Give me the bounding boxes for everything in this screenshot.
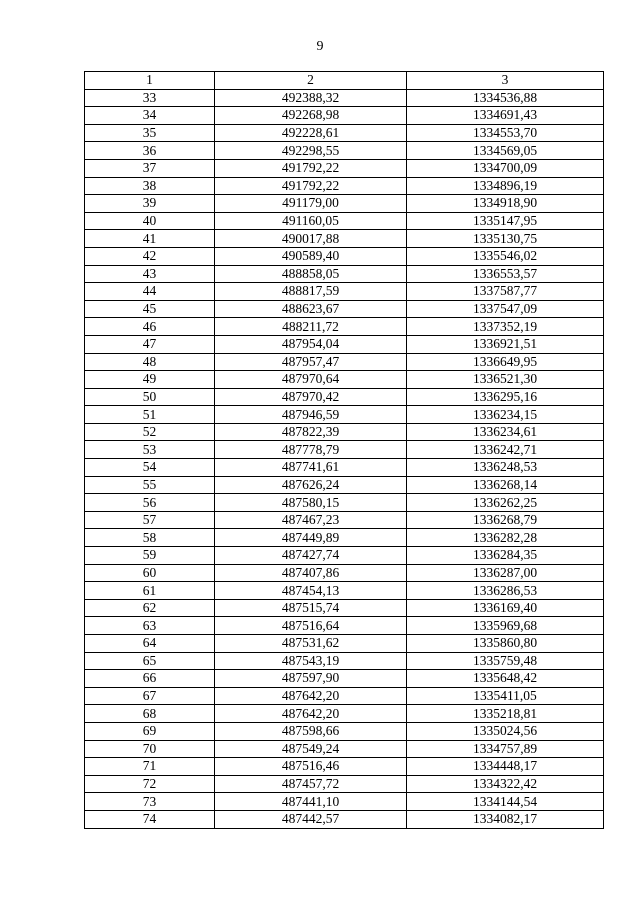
x-coordinate-cell: 487516,46	[215, 758, 407, 776]
x-coordinate-cell: 487642,20	[215, 705, 407, 723]
point-number-cell: 60	[85, 564, 215, 582]
table-row	[85, 810, 604, 828]
point-number-cell: 69	[85, 722, 215, 740]
point-number-cell: 49	[85, 371, 215, 389]
x-coordinate-cell: 487778,79	[215, 441, 407, 459]
x-coordinate-cell: 487515,74	[215, 599, 407, 617]
table-row	[85, 441, 604, 459]
page-number: 9	[316, 39, 324, 54]
table-row	[85, 529, 604, 547]
point-number-cell: 38	[85, 177, 215, 195]
coordinates-table	[84, 71, 604, 829]
y-coordinate-cell: 1334918,90	[407, 195, 604, 213]
x-coordinate-cell: 491792,22	[215, 159, 407, 177]
y-coordinate-cell: 1336234,15	[407, 406, 604, 424]
y-coordinate-cell: 1334569,05	[407, 142, 604, 160]
point-number-cell: 47	[85, 335, 215, 353]
x-coordinate-cell: 488623,67	[215, 300, 407, 318]
y-coordinate-cell: 1335648,42	[407, 670, 604, 688]
point-number-cell: 33	[85, 89, 215, 107]
table-row	[85, 740, 604, 758]
x-coordinate-cell: 487516,64	[215, 617, 407, 635]
x-coordinate-cell: 487946,59	[215, 406, 407, 424]
point-number-cell: 41	[85, 230, 215, 248]
point-number-cell: 50	[85, 388, 215, 406]
table-row	[85, 388, 604, 406]
x-coordinate-cell: 487957,47	[215, 353, 407, 371]
point-number-cell: 66	[85, 670, 215, 688]
x-coordinate-cell: 487598,66	[215, 722, 407, 740]
table-row	[85, 793, 604, 811]
y-coordinate-cell: 1336248,53	[407, 459, 604, 477]
point-number-cell: 51	[85, 406, 215, 424]
y-coordinate-cell: 1335218,81	[407, 705, 604, 723]
table-row	[85, 670, 604, 688]
y-coordinate-cell: 1335546,02	[407, 247, 604, 265]
table-row	[85, 758, 604, 776]
point-number-cell: 57	[85, 511, 215, 529]
x-coordinate-cell: 490017,88	[215, 230, 407, 248]
x-coordinate-cell: 487407,86	[215, 564, 407, 582]
x-coordinate-cell: 492228,61	[215, 124, 407, 142]
point-number-cell: 65	[85, 652, 215, 670]
table-row	[85, 159, 604, 177]
y-coordinate-cell: 1334553,70	[407, 124, 604, 142]
table-row	[85, 775, 604, 793]
x-coordinate-cell: 488817,59	[215, 283, 407, 301]
table-row	[85, 599, 604, 617]
y-coordinate-cell: 1336169,40	[407, 599, 604, 617]
table-row	[85, 511, 604, 529]
table-row	[85, 371, 604, 389]
point-number-cell: 58	[85, 529, 215, 547]
point-number-cell: 53	[85, 441, 215, 459]
x-coordinate-cell: 487454,13	[215, 582, 407, 600]
point-number-cell: 56	[85, 494, 215, 512]
point-number-cell: 71	[85, 758, 215, 776]
table-row	[85, 564, 604, 582]
y-coordinate-cell: 1337547,09	[407, 300, 604, 318]
x-coordinate-cell: 491179,00	[215, 195, 407, 213]
x-coordinate-cell: 487970,42	[215, 388, 407, 406]
point-number-cell: 62	[85, 599, 215, 617]
y-coordinate-cell: 1336286,53	[407, 582, 604, 600]
x-coordinate-cell: 492298,55	[215, 142, 407, 160]
x-coordinate-cell: 487741,61	[215, 459, 407, 477]
point-number-cell: 67	[85, 687, 215, 705]
y-coordinate-cell: 1337587,77	[407, 283, 604, 301]
column-header: 3	[407, 72, 604, 90]
y-coordinate-cell: 1336921,51	[407, 335, 604, 353]
x-coordinate-cell: 487441,10	[215, 793, 407, 811]
table-row	[85, 687, 604, 705]
point-number-cell: 54	[85, 459, 215, 477]
y-coordinate-cell: 1334448,17	[407, 758, 604, 776]
y-coordinate-cell: 1336287,00	[407, 564, 604, 582]
point-number-cell: 61	[85, 582, 215, 600]
y-coordinate-cell: 1337352,19	[407, 318, 604, 336]
table-row	[85, 353, 604, 371]
y-coordinate-cell: 1336262,25	[407, 494, 604, 512]
y-coordinate-cell: 1336268,79	[407, 511, 604, 529]
table-row	[85, 230, 604, 248]
point-number-cell: 36	[85, 142, 215, 160]
x-coordinate-cell: 491792,22	[215, 177, 407, 195]
table-row	[85, 247, 604, 265]
table-row	[85, 635, 604, 653]
table-row	[85, 265, 604, 283]
column-header: 1	[85, 72, 215, 90]
point-number-cell: 72	[85, 775, 215, 793]
table-header-row	[85, 72, 604, 90]
y-coordinate-cell: 1335147,95	[407, 212, 604, 230]
point-number-cell: 35	[85, 124, 215, 142]
point-number-cell: 55	[85, 476, 215, 494]
table-row	[85, 652, 604, 670]
point-number-cell: 34	[85, 107, 215, 125]
y-coordinate-cell: 1334896,19	[407, 177, 604, 195]
x-coordinate-cell: 487449,89	[215, 529, 407, 547]
point-number-cell: 46	[85, 318, 215, 336]
y-coordinate-cell: 1335024,56	[407, 722, 604, 740]
x-coordinate-cell: 492388,32	[215, 89, 407, 107]
x-coordinate-cell: 487549,24	[215, 740, 407, 758]
x-coordinate-cell: 487954,04	[215, 335, 407, 353]
y-coordinate-cell: 1334691,43	[407, 107, 604, 125]
y-coordinate-cell: 1336282,28	[407, 529, 604, 547]
y-coordinate-cell: 1334700,09	[407, 159, 604, 177]
y-coordinate-cell: 1335969,68	[407, 617, 604, 635]
point-number-cell: 45	[85, 300, 215, 318]
table-row	[85, 406, 604, 424]
table-row	[85, 547, 604, 565]
table-row	[85, 335, 604, 353]
point-number-cell: 52	[85, 423, 215, 441]
table-row	[85, 195, 604, 213]
x-coordinate-cell: 488858,05	[215, 265, 407, 283]
y-coordinate-cell: 1336268,14	[407, 476, 604, 494]
y-coordinate-cell: 1335759,48	[407, 652, 604, 670]
point-number-cell: 63	[85, 617, 215, 635]
x-coordinate-cell: 490589,40	[215, 247, 407, 265]
x-coordinate-cell: 487822,39	[215, 423, 407, 441]
y-coordinate-cell: 1336553,57	[407, 265, 604, 283]
y-coordinate-cell: 1334757,89	[407, 740, 604, 758]
x-coordinate-cell: 487442,57	[215, 810, 407, 828]
table-row	[85, 459, 604, 477]
point-number-cell: 73	[85, 793, 215, 811]
point-number-cell: 40	[85, 212, 215, 230]
point-number-cell: 42	[85, 247, 215, 265]
x-coordinate-cell: 487597,90	[215, 670, 407, 688]
point-number-cell: 37	[85, 159, 215, 177]
point-number-cell: 43	[85, 265, 215, 283]
x-coordinate-cell: 487427,74	[215, 547, 407, 565]
y-coordinate-cell: 1334082,17	[407, 810, 604, 828]
y-coordinate-cell: 1336242,71	[407, 441, 604, 459]
x-coordinate-cell: 491160,05	[215, 212, 407, 230]
y-coordinate-cell: 1336234,61	[407, 423, 604, 441]
point-number-cell: 64	[85, 635, 215, 653]
x-coordinate-cell: 487543,19	[215, 652, 407, 670]
x-coordinate-cell: 487970,64	[215, 371, 407, 389]
table-row	[85, 494, 604, 512]
table-row	[85, 142, 604, 160]
point-number-cell: 48	[85, 353, 215, 371]
table-row	[85, 423, 604, 441]
x-coordinate-cell: 487467,23	[215, 511, 407, 529]
table-row	[85, 617, 604, 635]
y-coordinate-cell: 1335860,80	[407, 635, 604, 653]
x-coordinate-cell: 487457,72	[215, 775, 407, 793]
x-coordinate-cell: 488211,72	[215, 318, 407, 336]
point-number-cell: 68	[85, 705, 215, 723]
table-row	[85, 476, 604, 494]
table-row	[85, 705, 604, 723]
y-coordinate-cell: 1335411,05	[407, 687, 604, 705]
point-number-cell: 74	[85, 810, 215, 828]
table-body	[85, 89, 604, 828]
table-row	[85, 212, 604, 230]
table-row	[85, 300, 604, 318]
table-row	[85, 582, 604, 600]
x-coordinate-cell: 487626,24	[215, 476, 407, 494]
x-coordinate-cell: 487580,15	[215, 494, 407, 512]
y-coordinate-cell: 1334322,42	[407, 775, 604, 793]
column-header: 2	[215, 72, 407, 90]
y-coordinate-cell: 1336521,30	[407, 371, 604, 389]
x-coordinate-cell: 492268,98	[215, 107, 407, 125]
point-number-cell: 59	[85, 547, 215, 565]
y-coordinate-cell: 1334536,88	[407, 89, 604, 107]
x-coordinate-cell: 487642,20	[215, 687, 407, 705]
x-coordinate-cell: 487531,62	[215, 635, 407, 653]
y-coordinate-cell: 1336649,95	[407, 353, 604, 371]
table-row	[85, 107, 604, 125]
table-row	[85, 177, 604, 195]
table-row	[85, 722, 604, 740]
table-row	[85, 318, 604, 336]
y-coordinate-cell: 1336284,35	[407, 547, 604, 565]
y-coordinate-cell: 1335130,75	[407, 230, 604, 248]
table-row	[85, 124, 604, 142]
y-coordinate-cell: 1334144,54	[407, 793, 604, 811]
table-row	[85, 89, 604, 107]
point-number-cell: 39	[85, 195, 215, 213]
point-number-cell: 44	[85, 283, 215, 301]
table-row	[85, 283, 604, 301]
y-coordinate-cell: 1336295,16	[407, 388, 604, 406]
point-number-cell: 70	[85, 740, 215, 758]
